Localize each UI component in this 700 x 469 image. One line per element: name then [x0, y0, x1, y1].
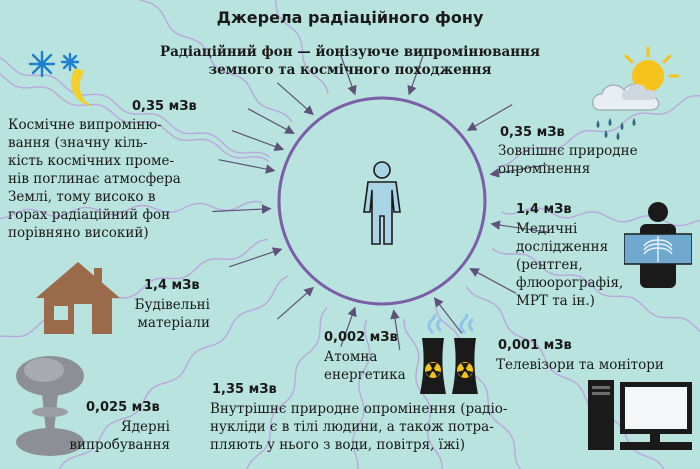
text-line: Зовнішнє природне [498, 143, 638, 159]
inward-arrow [277, 288, 313, 320]
text-line: Внутрішнє природне опромінення (радіо- [210, 401, 508, 417]
subtitle [120, 43, 580, 79]
external-value: 0,35 мЗв [500, 125, 565, 140]
internal-value: 1,35 мЗв [212, 382, 277, 397]
tv-value: 0,001 мЗв [498, 338, 572, 353]
text-line: Космічне випроміню- [8, 117, 162, 133]
computer-icon [584, 378, 694, 458]
tv-text [496, 356, 664, 374]
text-line: випробування [69, 437, 170, 453]
inward-arrow [232, 131, 283, 150]
inward-arrow [277, 83, 313, 115]
subtitle-line: Радіаційний фон — йонізуюче випромінювання [160, 44, 540, 60]
text-line: дослідження [516, 239, 609, 255]
nuclear-tests-text [60, 418, 170, 454]
external-text [498, 142, 638, 178]
text-line: Землі, тому високо в [8, 189, 156, 205]
xray-person-icon [624, 200, 692, 292]
nuclear-power-value: 0,002 мЗв [324, 330, 398, 345]
text-line: нів поглинає атмосфера [8, 171, 181, 187]
medical-text [516, 220, 623, 310]
text-line: Атомна [324, 349, 378, 365]
cosmic-text [8, 116, 181, 242]
inward-arrow [248, 109, 294, 134]
text-line: пляють у нього з води, повітря, їжі) [210, 437, 466, 453]
page-title: Джерела радіаційного фону [216, 8, 484, 27]
text-line: МРТ та ін.) [516, 293, 595, 309]
subtitle-line: земного та космічного походження [208, 62, 492, 78]
building-value: 1,4 мЗв [144, 278, 200, 293]
inward-arrow [219, 160, 275, 171]
moon-icon [71, 68, 92, 106]
text-line: порівняно високий) [8, 225, 149, 241]
text-line: Будівельні [134, 297, 210, 313]
inward-arrow [470, 269, 516, 294]
text-line: нукліди є в тілі людини, а також потра- [210, 419, 494, 435]
medical-value: 1,4 мЗв [516, 202, 572, 217]
cosmic-value: 0,35 мЗв [132, 99, 197, 114]
nuclear-tests-value: 0,025 мЗв [86, 400, 160, 415]
person-icon [354, 160, 410, 248]
building-text [122, 296, 210, 332]
text-line: флюорографія, [516, 275, 624, 291]
house-icon [34, 260, 122, 336]
sun-cloud-rain-icon [586, 44, 696, 144]
text-line: енергетика [324, 367, 406, 383]
text-line: вання (значну кіль- [8, 135, 148, 151]
text-line: опромінення [498, 161, 591, 177]
nuclear-power-text [324, 348, 406, 384]
text-line: горах радіаційний фон [8, 207, 171, 223]
stars-icon [20, 40, 110, 110]
internal-text [210, 400, 507, 454]
text-line: Медичні [516, 221, 578, 237]
text-line: (рентген, [516, 257, 583, 273]
text-line: Телевізори та монітори [496, 357, 664, 373]
nuclear-plant-icon [414, 314, 490, 396]
text-line: кість космічних проме- [8, 153, 175, 169]
text-line: матеріали [137, 315, 210, 331]
text-line: Ядерні [120, 419, 170, 435]
